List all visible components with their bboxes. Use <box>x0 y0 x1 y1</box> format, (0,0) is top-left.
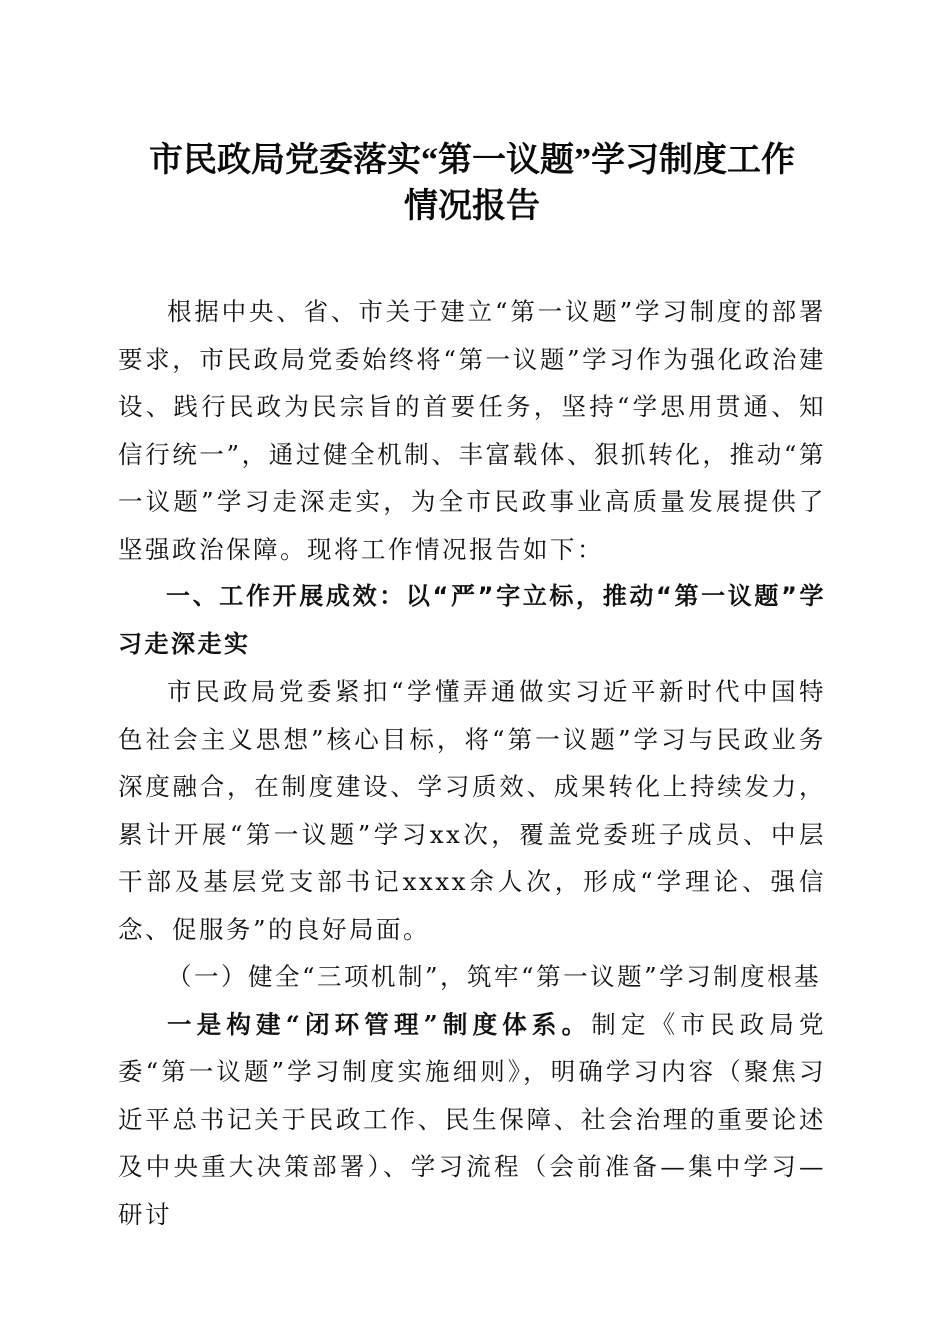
section-1-paragraph: 市民政局党委紧扣“学懂弄通做实习近平新时代中国特色社会主义思想”核心目标，将“第一议题”学习与民政业务深度融合，在制度建设、学习质效、成果转化上持续发力，累计开展“第一议题”学习xx次，覆盖党委班子成员、中层干部及基层党支部书记xxxx余人次，形成“学理论、强信念、促服务”的良好局面。 <box>118 677 826 944</box>
document-body <box>118 288 826 1238</box>
document-page <box>118 138 826 1238</box>
item-1-text: 制定《市民政局党委“第一议题”学习制度实施细则》，明确学习内容（聚焦习近平总书记关于民政工作、民生保障、社会治理的重要论述及中央重大决策部署）、学习流程（会前准备—集中学习—研讨 <box>118 1009 827 1229</box>
item-1-paragraph <box>118 1001 826 1239</box>
document-title <box>118 138 826 230</box>
title-line-1: 市民政局党委落实“第一议题”学习制度工作 <box>149 142 795 179</box>
title-line-2: 情况报告 <box>404 188 540 225</box>
intro-paragraph: 根据中央、省、市关于建立“第一议题”学习制度的部署要求，市民政局党委始终将“第一议题”学习作为强化政治建设、践行民政为民宗旨的首要任务，坚持“学思用贯通、知信行统一”，通过健全机制、丰富载体、狠抓转化，推动“第一议题”学习走深走实，为全市民政事业高质量发展提供了坚强政治保障。现将工作情况报告如下： <box>118 297 826 564</box>
section-heading-1: 一、工作开展成效：以“严”字立标，推动“第一议题”学习走深走实 <box>118 582 826 658</box>
subsection-heading-1: （一）健全“三项机制”，筑牢“第一议题”学习制度根基 <box>167 962 822 991</box>
item-1-lead: 一是构建“闭环管理”制度体系。 <box>167 1009 592 1039</box>
